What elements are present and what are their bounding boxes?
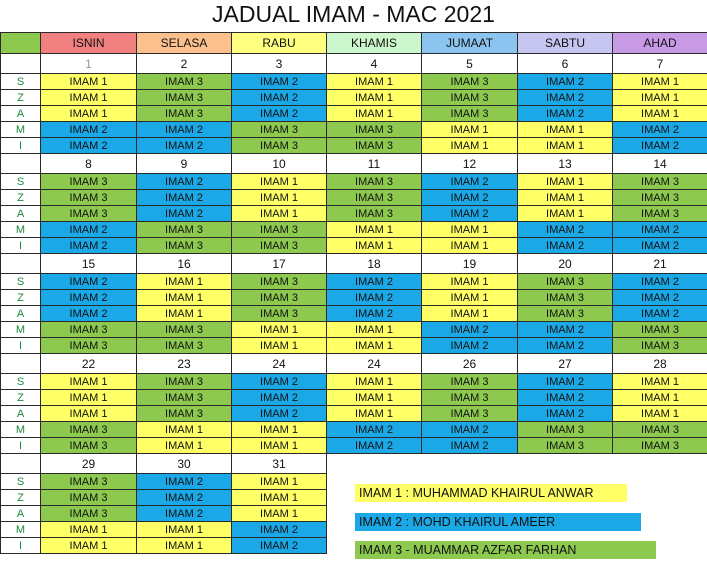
week-label-blank [0,453,41,474]
date-cell: 10 [231,153,327,174]
schedule-cell: IMAM 3 [231,273,327,290]
schedule-cell: IMAM 1 [326,89,422,106]
prayer-label-a: A [0,505,41,522]
schedule-cell: IMAM 1 [136,421,232,438]
schedule-cell: IMAM 3 [612,189,707,206]
schedule-cell: IMAM 2 [421,205,518,222]
date-cell: 11 [326,153,422,174]
schedule-cell: IMAM 1 [326,405,422,422]
schedule-cell: IMAM 1 [612,389,707,406]
schedule-cell: IMAM 3 [326,173,422,190]
prayer-label-s: S [0,373,41,390]
schedule-cell: IMAM 1 [231,173,327,190]
prayer-label-z: Z [0,289,41,306]
schedule-cell: IMAM 2 [326,273,422,290]
schedule-cell: IMAM 2 [421,337,518,354]
schedule-cell: IMAM 2 [421,421,518,438]
schedule-cell: IMAM 2 [517,337,613,354]
date-cell: 22 [40,353,137,374]
date-cell: 17 [231,253,327,274]
schedule-cell: IMAM 1 [326,221,422,238]
schedule-cell: IMAM 1 [40,405,137,422]
schedule-cell: IMAM 2 [326,305,422,322]
header-day-ahad: AHAD [612,32,707,54]
schedule-cell: IMAM 1 [136,521,232,538]
schedule-cell: IMAM 1 [40,389,137,406]
schedule-cell: IMAM 1 [421,305,518,322]
schedule-cell: IMAM 2 [612,289,707,306]
schedule-cell: IMAM 2 [612,121,707,138]
schedule-cell: IMAM 2 [421,173,518,190]
prayer-label-z: Z [0,89,41,106]
schedule-cell: IMAM 1 [421,273,518,290]
schedule-cell: IMAM 1 [40,105,137,122]
schedule-cell: IMAM 2 [517,89,613,106]
prayer-label-a: A [0,305,41,322]
header-day-rabu: RABU [231,32,327,54]
schedule-cell: IMAM 2 [326,421,422,438]
legend-imam-1: IMAM 1 : MUHAMMAD KHAIRUL ANWAR [355,484,627,502]
schedule-cell: IMAM 1 [231,437,327,454]
schedule-cell: IMAM 1 [326,373,422,390]
date-cell: 26 [421,353,518,374]
prayer-label-a: A [0,205,41,222]
schedule-cell: IMAM 2 [136,489,232,506]
schedule-cell: IMAM 1 [231,505,327,522]
schedule-cell: IMAM 1 [231,473,327,490]
schedule-cell: IMAM 3 [231,137,327,154]
schedule-cell: IMAM 1 [40,89,137,106]
schedule-cell: IMAM 3 [612,437,707,454]
schedule-cell: IMAM 1 [421,121,518,138]
schedule-cell: IMAM 1 [612,373,707,390]
header-day-selasa: SELASA [136,32,232,54]
prayer-label-s: S [0,273,41,290]
schedule-cell: IMAM 1 [326,337,422,354]
date-cell: 23 [136,353,232,374]
schedule-cell: IMAM 3 [40,189,137,206]
schedule-cell: IMAM 2 [40,121,137,138]
schedule-cell: IMAM 2 [231,89,327,106]
schedule-cell: IMAM 2 [231,373,327,390]
schedule-cell: IMAM 3 [231,121,327,138]
schedule-cell: IMAM 3 [517,273,613,290]
prayer-label-m: M [0,121,41,138]
prayer-label-i: I [0,337,41,354]
schedule-cell: IMAM 3 [612,173,707,190]
schedule-cell: IMAM 2 [421,321,518,338]
schedule-cell: IMAM 2 [231,521,327,538]
schedule-cell: IMAM 3 [517,421,613,438]
schedule-cell: IMAM 1 [612,405,707,422]
date-cell: 24 [231,353,327,374]
schedule-cell: IMAM 2 [612,273,707,290]
date-cell: 5 [421,53,518,74]
schedule-cell: IMAM 2 [612,221,707,238]
schedule-cell: IMAM 2 [517,237,613,254]
date-cell: 28 [612,353,707,374]
schedule-cell: IMAM 1 [326,321,422,338]
date-cell: 24 [326,353,422,374]
schedule-cell: IMAM 2 [517,321,613,338]
schedule-cell: IMAM 3 [421,105,518,122]
date-cell: 15 [40,253,137,274]
schedule-cell: IMAM 2 [136,173,232,190]
schedule-cell: IMAM 3 [40,505,137,522]
schedule-cell: IMAM 2 [136,205,232,222]
schedule-cell: IMAM 1 [326,73,422,90]
header-day-khamis: KHAMIS [326,32,422,54]
date-cell: 4 [326,53,422,74]
schedule-cell: IMAM 3 [612,337,707,354]
schedule-cell: IMAM 3 [40,173,137,190]
schedule-cell: IMAM 3 [136,237,232,254]
legend-imam-2: IMAM 2 : MOHD KHAIRUL AMEER [355,513,641,531]
date-cell: 8 [40,153,137,174]
prayer-label-z: Z [0,189,41,206]
schedule-cell: IMAM 2 [40,221,137,238]
schedule-cell: IMAM 2 [136,505,232,522]
header-corner [0,32,41,54]
schedule-cell: IMAM 1 [231,337,327,354]
schedule-cell: IMAM 2 [326,289,422,306]
schedule-cell: IMAM 3 [612,321,707,338]
date-cell: 21 [612,253,707,274]
schedule-cell: IMAM 1 [421,137,518,154]
schedule-cell: IMAM 2 [40,273,137,290]
date-cell: 2 [136,53,232,74]
date-cell: 20 [517,253,613,274]
date-cell: 13 [517,153,613,174]
schedule-cell: IMAM 3 [40,321,137,338]
schedule-cell: IMAM 3 [612,421,707,438]
schedule-cell: IMAM 2 [40,289,137,306]
prayer-label-z: Z [0,389,41,406]
date-cell: 3 [231,53,327,74]
schedule-cell: IMAM 3 [136,105,232,122]
schedule-cell: IMAM 2 [136,137,232,154]
schedule-cell: IMAM 2 [612,237,707,254]
date-cell: 7 [612,53,707,74]
schedule-cell: IMAM 2 [136,121,232,138]
page-title: JADUAL IMAM - MAC 2021 [212,1,495,27]
schedule-cell: IMAM 3 [231,289,327,306]
schedule-cell: IMAM 3 [517,437,613,454]
schedule-cell: IMAM 2 [612,305,707,322]
schedule-cell: IMAM 1 [326,105,422,122]
date-cell: 16 [136,253,232,274]
schedule-cell: IMAM 1 [326,389,422,406]
schedule-cell: IMAM 3 [231,237,327,254]
prayer-label-s: S [0,73,41,90]
schedule-cell: IMAM 2 [517,389,613,406]
schedule-cell: IMAM 1 [326,237,422,254]
schedule-cell: IMAM 2 [136,473,232,490]
prayer-label-a: A [0,105,41,122]
schedule-cell: IMAM 3 [136,337,232,354]
schedule-cell: IMAM 2 [231,105,327,122]
schedule-cell: IMAM 2 [517,73,613,90]
prayer-label-i: I [0,137,41,154]
schedule-cell: IMAM 1 [136,273,232,290]
schedule-cell: IMAM 3 [326,189,422,206]
schedule-cell: IMAM 2 [40,305,137,322]
schedule-cell: IMAM 3 [231,305,327,322]
week-label-blank [0,153,41,174]
schedule-cell: IMAM 3 [136,221,232,238]
schedule-cell: IMAM 3 [421,405,518,422]
schedule-cell: IMAM 1 [517,137,613,154]
schedule-cell: IMAM 1 [231,489,327,506]
schedule-cell: IMAM 1 [612,73,707,90]
schedule-cell: IMAM 3 [136,405,232,422]
schedule-cell: IMAM 1 [612,105,707,122]
schedule-cell: IMAM 3 [136,89,232,106]
schedule-cell: IMAM 3 [136,321,232,338]
schedule-cell: IMAM 1 [517,121,613,138]
schedule-cell: IMAM 2 [517,405,613,422]
schedule-cell: IMAM 3 [231,221,327,238]
schedule-cell: IMAM 2 [231,389,327,406]
prayer-label-i: I [0,537,41,554]
schedule-cell: IMAM 2 [231,537,327,554]
schedule-cell: IMAM 1 [136,437,232,454]
schedule-cell: IMAM 1 [136,537,232,554]
schedule-cell: IMAM 2 [517,105,613,122]
prayer-label-m: M [0,221,41,238]
prayer-label-i: I [0,437,41,454]
header-day-jumaat: JUMAAT [421,32,518,54]
schedule-cell: IMAM 3 [136,373,232,390]
date-cell: 6 [517,53,613,74]
schedule-cell: IMAM 1 [612,89,707,106]
schedule-cell: IMAM 3 [612,205,707,222]
schedule-cell: IMAM 3 [421,89,518,106]
schedule-cell: IMAM 3 [136,389,232,406]
date-cell: 9 [136,153,232,174]
date-cell: 19 [421,253,518,274]
schedule-cell: IMAM 3 [40,437,137,454]
schedule-cell: IMAM 1 [40,537,137,554]
schedule-cell: IMAM 1 [517,189,613,206]
prayer-label-s: S [0,173,41,190]
schedule-cell: IMAM 2 [421,437,518,454]
schedule-cell: IMAM 2 [517,221,613,238]
legend-imam-3: IMAM 3 - MUAMMAR AZFAR FARHAN [355,541,656,559]
date-cell: 18 [326,253,422,274]
schedule-cell: IMAM 1 [421,289,518,306]
schedule-cell: IMAM 1 [421,237,518,254]
prayer-label-z: Z [0,489,41,506]
schedule-cell: IMAM 1 [231,421,327,438]
schedule-cell: IMAM 2 [612,137,707,154]
schedule-cell: IMAM 1 [136,289,232,306]
prayer-label-s: S [0,473,41,490]
schedule-cell: IMAM 3 [517,305,613,322]
week-label-blank [0,353,41,374]
date-cell: 12 [421,153,518,174]
schedule-cell: IMAM 3 [421,73,518,90]
schedule-cell: IMAM 1 [517,205,613,222]
schedule-cell: IMAM 3 [326,137,422,154]
schedule-cell: IMAM 1 [40,521,137,538]
schedule-cell: IMAM 3 [40,337,137,354]
prayer-label-m: M [0,421,41,438]
schedule-cell: IMAM 3 [326,121,422,138]
schedule-cell: IMAM 1 [136,305,232,322]
schedule-cell: IMAM 2 [136,189,232,206]
schedule-cell: IMAM 2 [326,437,422,454]
schedule-cell: IMAM 3 [40,205,137,222]
week-label-blank [0,53,41,74]
date-cell: 31 [231,453,327,474]
schedule-cell: IMAM 1 [231,321,327,338]
schedule-cell: IMAM 2 [517,373,613,390]
date-cell: 30 [136,453,232,474]
date-cell: 14 [612,153,707,174]
schedule-cell: IMAM 3 [421,389,518,406]
prayer-label-m: M [0,521,41,538]
schedule-cell: IMAM 1 [40,73,137,90]
week-label-blank [0,253,41,274]
schedule-cell: IMAM 2 [40,137,137,154]
prayer-label-a: A [0,405,41,422]
header-day-sabtu: SABTU [517,32,613,54]
schedule-cell: IMAM 2 [231,73,327,90]
date-cell: 1 [40,53,137,74]
schedule-cell: IMAM 1 [231,205,327,222]
schedule-cell: IMAM 3 [40,421,137,438]
schedule-cell: IMAM 2 [40,237,137,254]
schedule-cell: IMAM 1 [517,173,613,190]
schedule-cell: IMAM 3 [136,73,232,90]
schedule-cell: IMAM 1 [40,373,137,390]
schedule-cell: IMAM 1 [231,189,327,206]
header-day-isnin: ISNIN [40,32,137,54]
prayer-label-m: M [0,321,41,338]
schedule-cell: IMAM 2 [231,405,327,422]
schedule-cell: IMAM 3 [517,289,613,306]
schedule-cell: IMAM 3 [40,489,137,506]
date-cell: 29 [40,453,137,474]
schedule-cell: IMAM 2 [421,189,518,206]
prayer-label-i: I [0,237,41,254]
schedule-cell: IMAM 3 [326,205,422,222]
schedule-cell: IMAM 3 [40,473,137,490]
schedule-cell: IMAM 1 [421,221,518,238]
schedule-cell: IMAM 3 [421,373,518,390]
date-cell: 27 [517,353,613,374]
